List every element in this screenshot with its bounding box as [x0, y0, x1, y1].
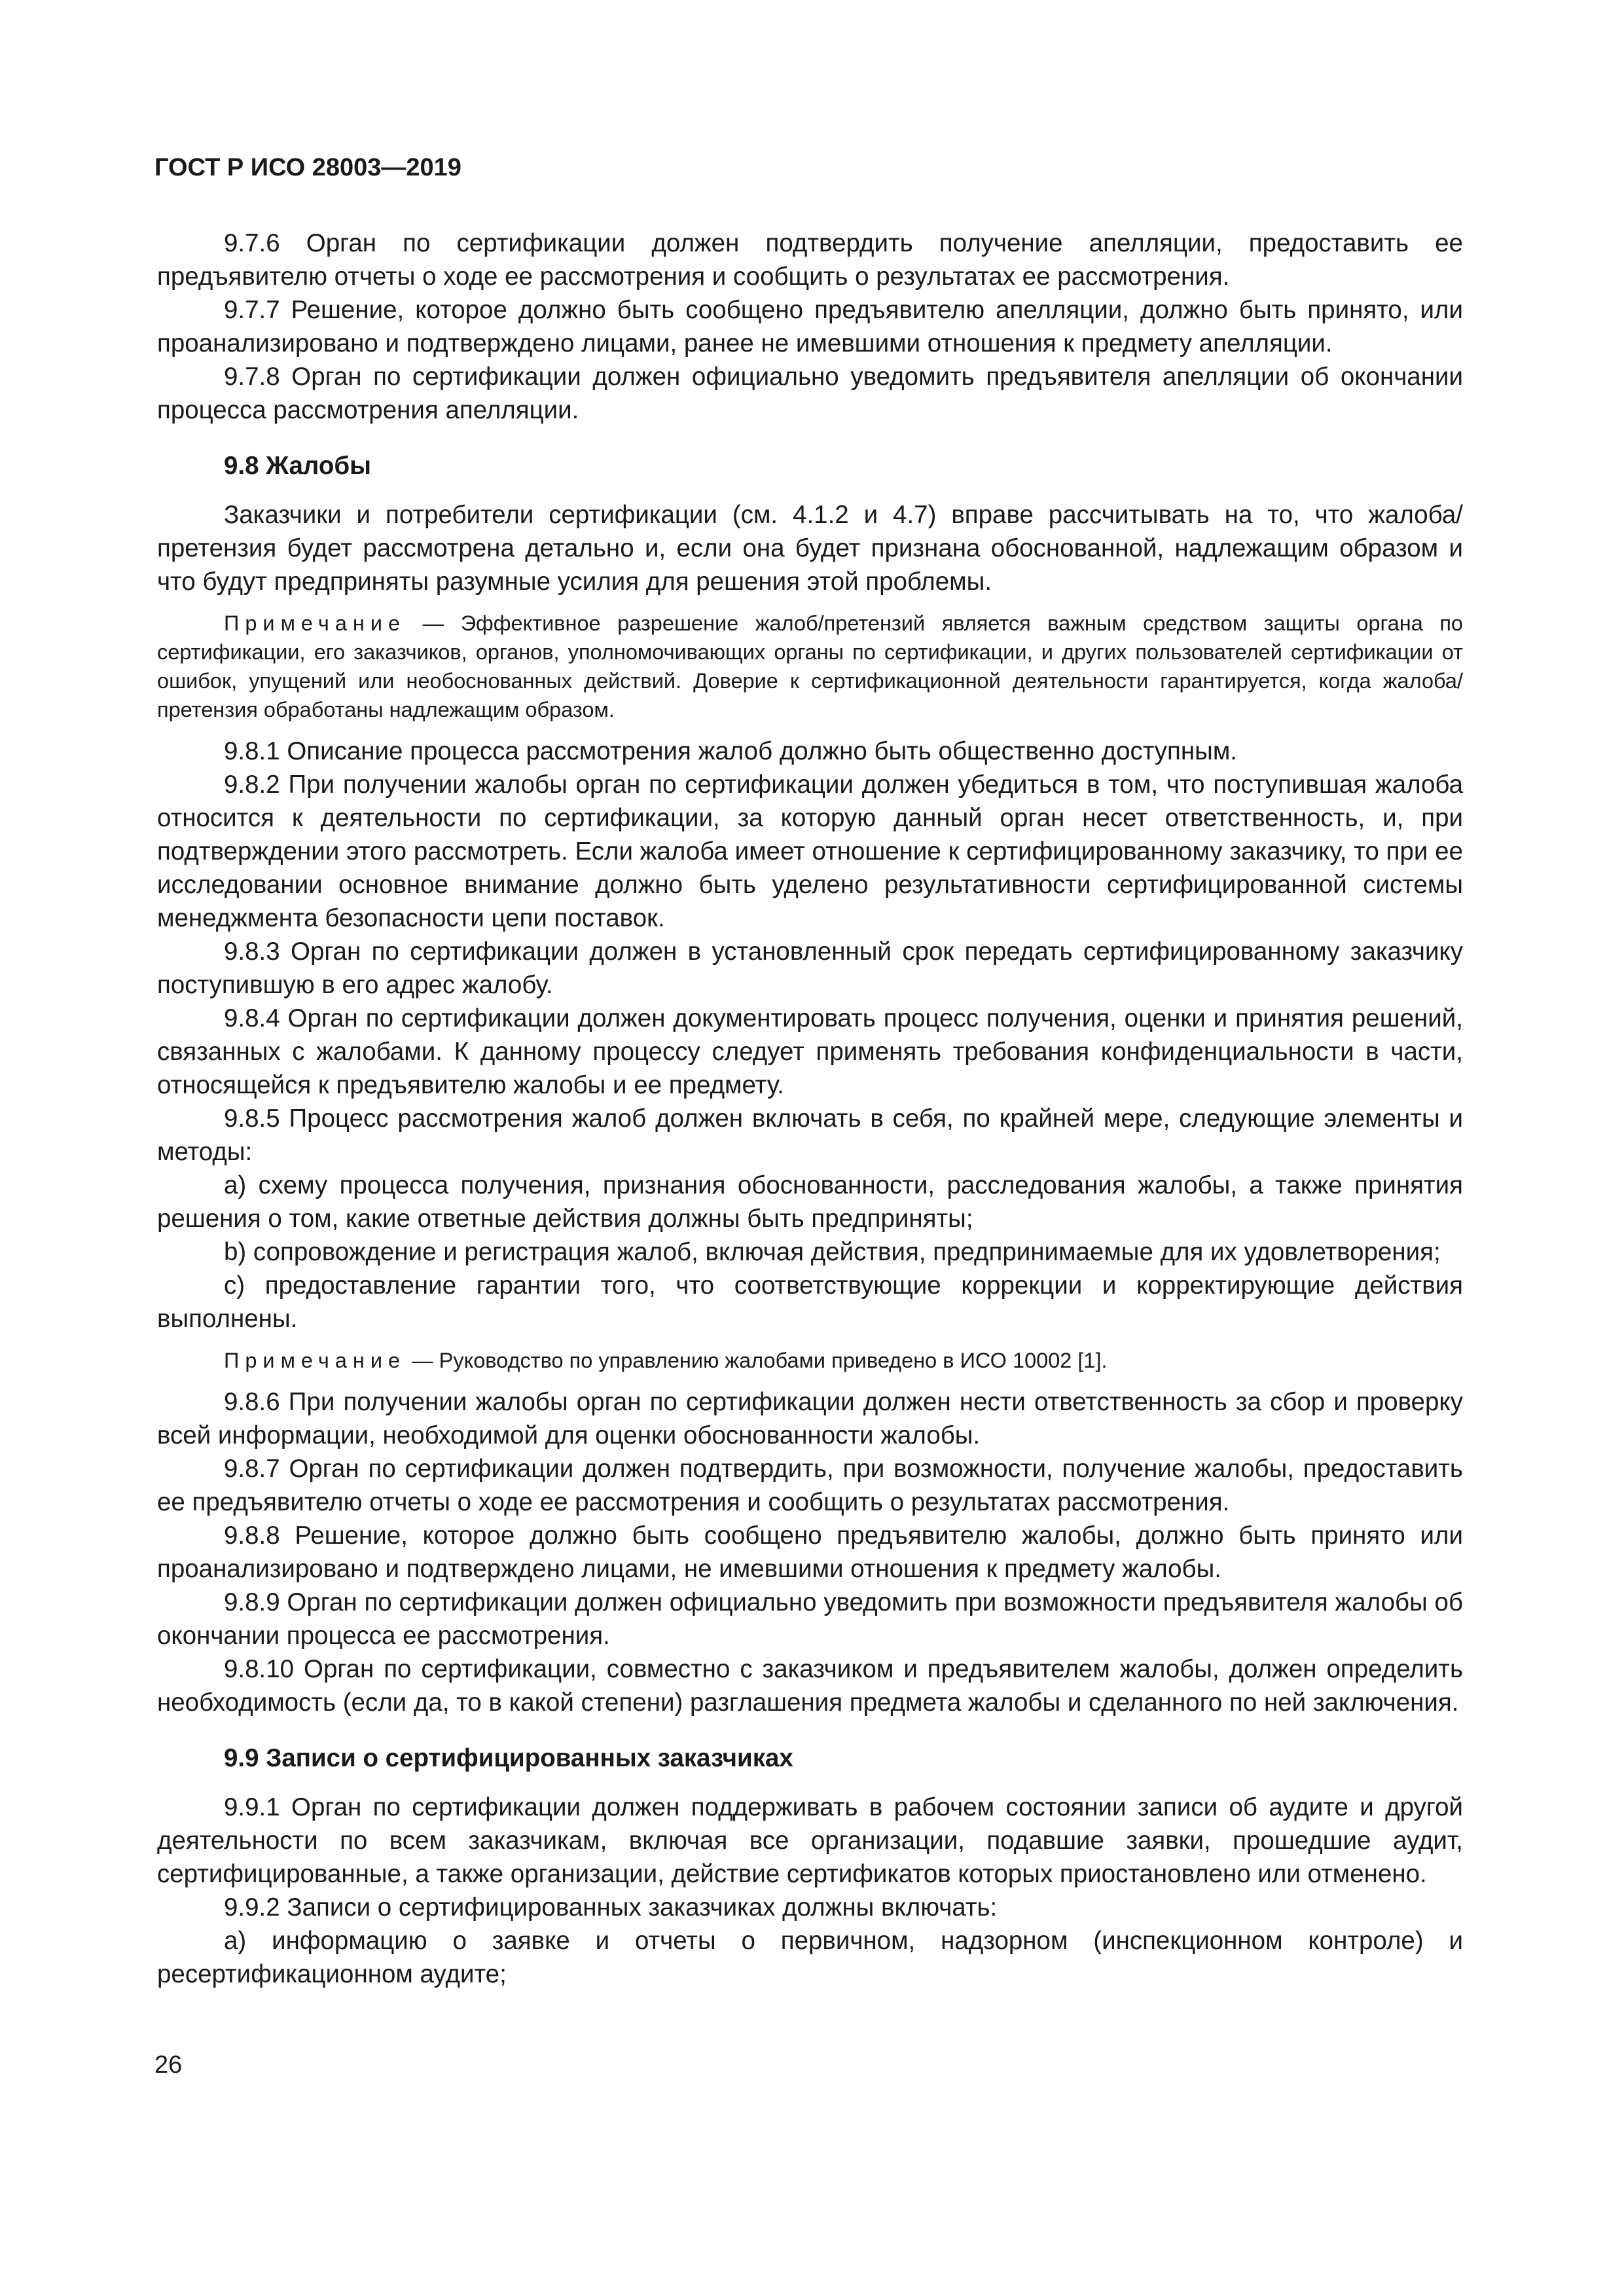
note-text: — Эффективное разрешение жалоб/претензий является важным средством защиты органа по сертификации, его заказчиков, органов, уполномочивающих органы по сертификации, и других пользователей сертификации от ошибок, упущений или необоснованных действий. Доверие к сертификационной деятельности гарантируется, когда жалоба/претензия обработаны надлежащим образом.: [157, 611, 1463, 721]
paragraph-9-7-6: 9.7.6 Орган по сертификации должен подтвердить получение апелляции, предоставить ее предъявителю отчеты о ходе ее рассмотрения и сообщить о результатах ее рассмотрения.: [157, 229, 1463, 291]
list-item-a-records: a) информацию о заявке и отчеты о первичном, надзорном (инспекционном контроле) и ресертификационном аудите;: [157, 1927, 1463, 1988]
paragraph-9-8-7: 9.8.7 Орган по сертификации должен подтвердить, при возможности, получение жалобы, предоставить ее предъявителю отчеты о ходе ее рассмотрения и сообщить о результатах рассмотрения.: [157, 1455, 1463, 1516]
note-iso-10002: [157, 1346, 1463, 1375]
paragraph-9-8-6: 9.8.6 При получении жалобы орган по сертификации должен нести ответственность за сбор и проверку всей информации, необходимой для оценки обоснованности жалобы.: [157, 1388, 1463, 1449]
paragraph-9-8-8: 9.8.8 Решение, которое должно быть сообщено предъявителю жалобы, должно быть принято или проанализировано и подтверждено лицами, не имевшими отношения к предмету жалобы.: [157, 1522, 1463, 1583]
paragraph-9-9-2: 9.9.2 Записи о сертифицированных заказчиках должны включать:: [224, 1893, 998, 1922]
section-9-8-intro: Заказчики и потребители сертификации (см. 4.1.2 и 4.7) вправе рассчитывать на то, что жалоба/претензия будет рассмотрена детально и, если она будет признана обоснованной, надлежащим образом и что будут предприняты разумные усилия для решения этой проблемы.: [157, 501, 1463, 596]
paragraph-9-8-2: 9.8.2 При получении жалобы орган по сертификации должен убедиться в том, что поступившая жалоба относится к деятельности по сертификации, за которую данный орган несет ответственность, и, при подтверждении этого рассмотреть. Если жалоба имеет отношение к сертифицированному заказчику, то при ее исследовании основное внимание должно быть уделено результативности сертифицированной системы менеджмента безопасности цепи поставок.: [157, 771, 1463, 932]
page-number: 26: [154, 2051, 183, 2079]
note-label: Примечание: [224, 611, 406, 635]
paragraph-9-8-5: 9.8.5 Процесс рассмотрения жалоб должен включать в себя, по крайней мере, следующие элементы и методы:: [157, 1104, 1463, 1166]
section-heading-9-8: 9.8 Жалобы: [224, 452, 372, 480]
note-label: Примечание: [224, 1349, 406, 1372]
paragraph-9-7-7: 9.7.7 Решение, которое должно быть сообщено предъявителю апелляции, должно быть принято, или проанализировано и подтверждено лицами, ранее не имевшими отношения к предмету апелляции.: [157, 296, 1463, 357]
paragraph-9-8-9: 9.8.9 Орган по сертификации должен официально уведомить при возможности предъявителя жалобы об окончании процесса ее рассмотрения.: [157, 1588, 1463, 1650]
document-body: [157, 227, 1463, 1991]
paragraph-9-8-3: 9.8.3 Орган по сертификации должен в установленный срок передать сертифицированному заказчику поступившую в его адрес жалобу.: [157, 938, 1463, 999]
paragraph-9-8-10: 9.8.10 Орган по сертификации, совместно с заказчиком и предъявителем жалобы, должен определить необходимость (если да, то в какой степени) разглашения предмета жалобы и сделанного по ней заключения.: [157, 1655, 1463, 1717]
paragraph-9-7-8: 9.7.8 Орган по сертификации должен официально уведомить предъявителя апелляции об окончании процесса рассмотрения апелляции.: [157, 363, 1463, 424]
section-heading-9-9: 9.9 Записи о сертифицированных заказчиках: [224, 1744, 793, 1772]
list-item-a: a) схему процесса получения, признания обоснованности, расследования жалобы, а также принятия решения о том, какие ответные действия должны быть предприняты;: [157, 1171, 1463, 1233]
document-header: ГОСТ Р ИСО 28003—2019: [154, 154, 461, 181]
paragraph-9-8-4: 9.8.4 Орган по сертификации должен документировать процесс получения, оценки и принятия решений, связанных с жалобами. К данному процессу следует применять требования конфиденциальности в части, относящейся к предъявителю жалобы и ее предмету.: [157, 1004, 1463, 1099]
note-complaints-resolution: [157, 609, 1463, 724]
list-item-c: c) предоставление гарантии того, что соответствующие коррекции и корректирующие действия выполнены.: [157, 1271, 1463, 1333]
paragraph-9-8-1: 9.8.1 Описание процесса рассмотрения жалоб должно быть общественно доступным.: [224, 737, 1238, 765]
list-item-b: b) сопровождение и регистрация жалоб, включая действия, предпринимаемые для их удовлетворения;: [224, 1238, 1441, 1266]
note-text: — Руководство по управлению жалобами приведено в ИСО 10002 [1].: [406, 1349, 1108, 1372]
paragraph-9-9-1: 9.9.1 Орган по сертификации должен поддерживать в рабочем состоянии записи об аудите и другой деятельности по всем заказчикам, включая все организации, подавшие заявки, прошедшие аудит, сертифицированные, а также организации, действие сертификатов которых приостановлено или отменено.: [157, 1793, 1463, 1888]
